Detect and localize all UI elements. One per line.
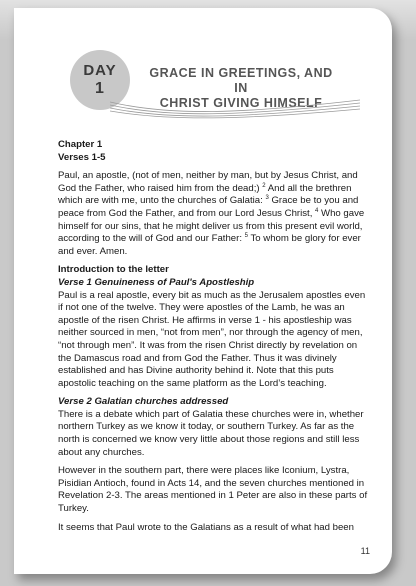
day-label: DAY bbox=[83, 62, 117, 79]
verse1-commentary: Paul is a real apostle, every bit as much as the Jerusalem apostles even if not one of the twelve. They were apostles of the Lamb, he was an apostle of the risen Christ. He affirms in verse 1 - his apostleship was neither sourced in men, “not from men”, nor through the agency of men, “not through men”. It was from the risen Christ directly by revelation on the Damascus road and from God the Father. Thus it was divinely established and has Divine authority behind it. Note that this puts apostolic teaching on the same platform as the Lord’s teaching. bbox=[58, 289, 366, 389]
page-number: 11 bbox=[360, 546, 370, 556]
page-body bbox=[58, 139, 372, 540]
verse-number-3: 3 bbox=[265, 195, 269, 202]
chapter-label: Chapter 1 bbox=[58, 139, 103, 150]
southern-paragraph: However in the southern part, there were places like Iconium, Lystra, Pisidian Antioch, found in Acts 14, and the seven churches mentioned in Revelation 2-3. The areas mentioned in 1 Peter are also in these parts of Turkey. bbox=[58, 465, 368, 515]
verse-2: And all the brethren which are with me, unto the churches of Galatia: bbox=[58, 182, 352, 207]
decorative-waves bbox=[110, 94, 360, 122]
closing-paragraph: It seems that Paul wrote to the Galatians as a result of what had been bbox=[58, 521, 354, 533]
heading-line-2: CHRIST GIVING HIMSELF bbox=[159, 96, 323, 110]
heading-line-1: GRACE IN GREETINGS, AND IN bbox=[149, 66, 333, 95]
verse-number-2: 2 bbox=[262, 182, 266, 189]
verse-5: To whom be glory for ever and ever. Amen. bbox=[58, 233, 361, 257]
verse2-heading: Verse 2 Galatian churches addressed bbox=[58, 396, 229, 408]
verse1-heading: Verse 1 Genuineness of Paul's Apostleship bbox=[58, 276, 255, 288]
verse-4: Who gave himself for our sins, that he might deliver us from this present evil world, according to the will of God and our Father: bbox=[58, 207, 365, 245]
verse-number-4: 4 bbox=[315, 207, 319, 214]
verse-number-5: 5 bbox=[244, 232, 248, 239]
verse-1: Paul, an apostle, (not of men, neither by man, but by Jesus Christ, and God the Father, who raised him from the dead;) bbox=[58, 170, 358, 194]
verse-3: Grace be to you and peace from God the Father, and from our Lord Jesus Christ, bbox=[58, 195, 359, 219]
intro-heading: Introduction to the letter bbox=[58, 264, 169, 276]
day-number: 1 bbox=[95, 80, 105, 97]
scripture-passage bbox=[58, 170, 372, 258]
verses-label: Verses 1-5 bbox=[58, 151, 106, 163]
book-page bbox=[14, 8, 392, 574]
verse2-commentary: There is a debate which part of Galatia these churches were in, whether northern Turkey as we know it today, or southern Turkey. As far as the north is concerned we know very little about those regions and still less about any churches. bbox=[58, 408, 364, 458]
